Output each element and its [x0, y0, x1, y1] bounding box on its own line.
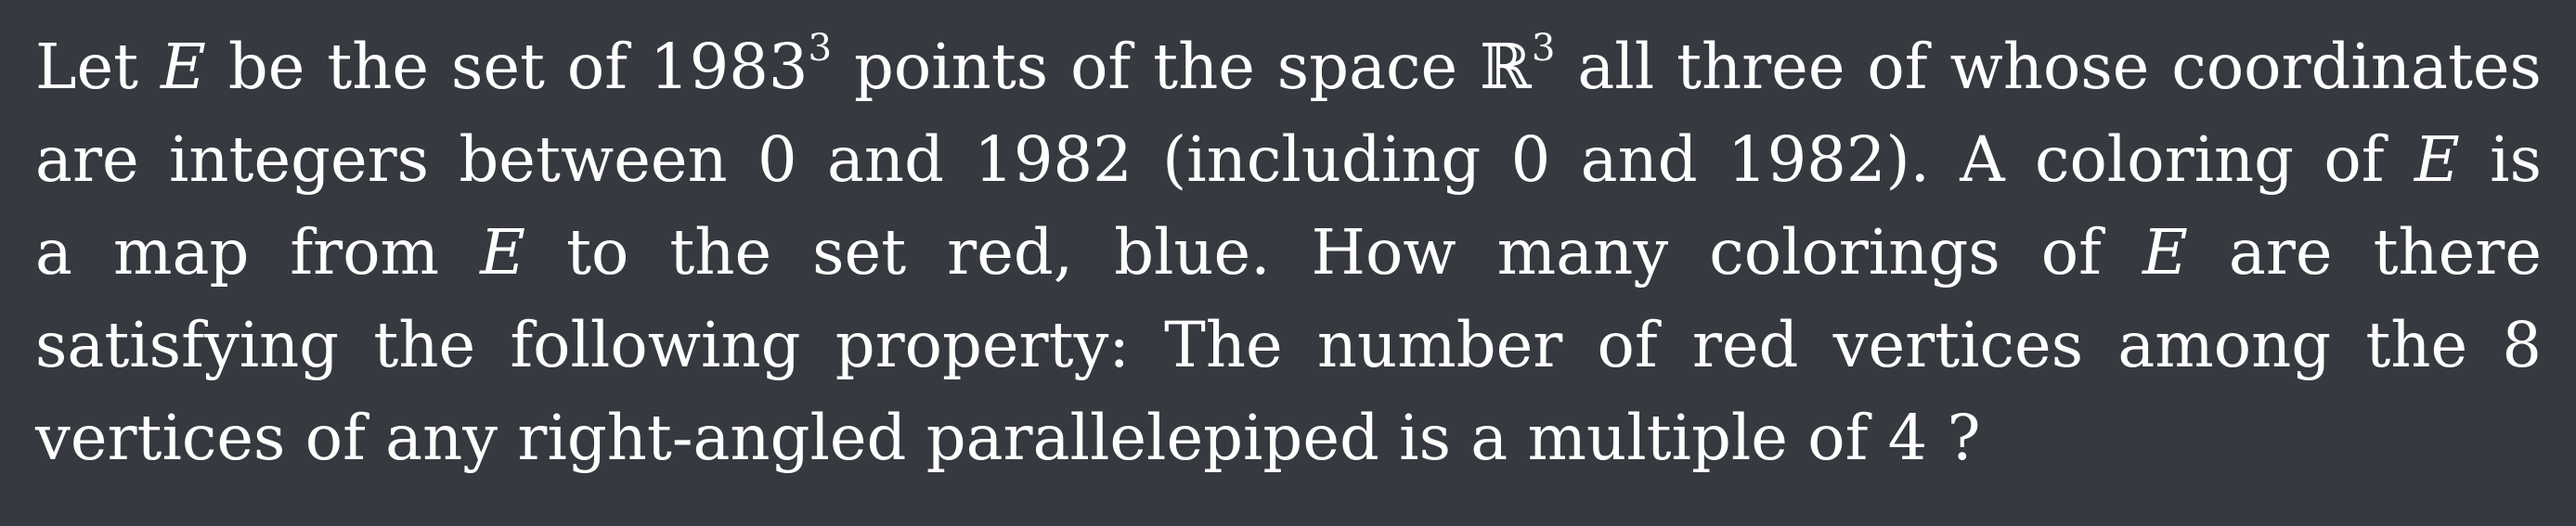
real-numbers-symbol: ℝ [1480, 31, 1532, 103]
text: are there [2228, 216, 2542, 289]
problem-line-3 [35, 206, 2542, 299]
number-1983: 1983 [649, 31, 809, 103]
exponent: 3 [1531, 26, 1556, 70]
text: is [2490, 123, 2542, 196]
problem-line-2 [35, 113, 2542, 206]
text: a map from [35, 216, 440, 289]
math-variable-e: E [2414, 123, 2460, 196]
problem-line-5: vertices of any right-angled parallelepiped is a multiple of 4 ? [35, 402, 1981, 474]
text: points of the space [854, 31, 1458, 103]
text: be the set of [227, 31, 628, 103]
math-variable-e: E [161, 31, 206, 103]
text: are integers between 0 and 1982 (including 0 and 1982). A coloring of [35, 123, 2385, 196]
text: to the set red, blue. How many colorings of [566, 216, 2102, 289]
math-variable-e: E [480, 216, 526, 289]
math-variable-e: E [2142, 216, 2188, 289]
text: all three of whose coordinates [1577, 31, 2542, 103]
problem-line-4: satisfying the following property: The number of red vertices among the 8 [35, 309, 2542, 381]
exponent: 3 [808, 26, 833, 70]
text: Let [35, 31, 139, 103]
problem-statement [35, 20, 2542, 484]
problem-line-1 [35, 20, 2542, 113]
